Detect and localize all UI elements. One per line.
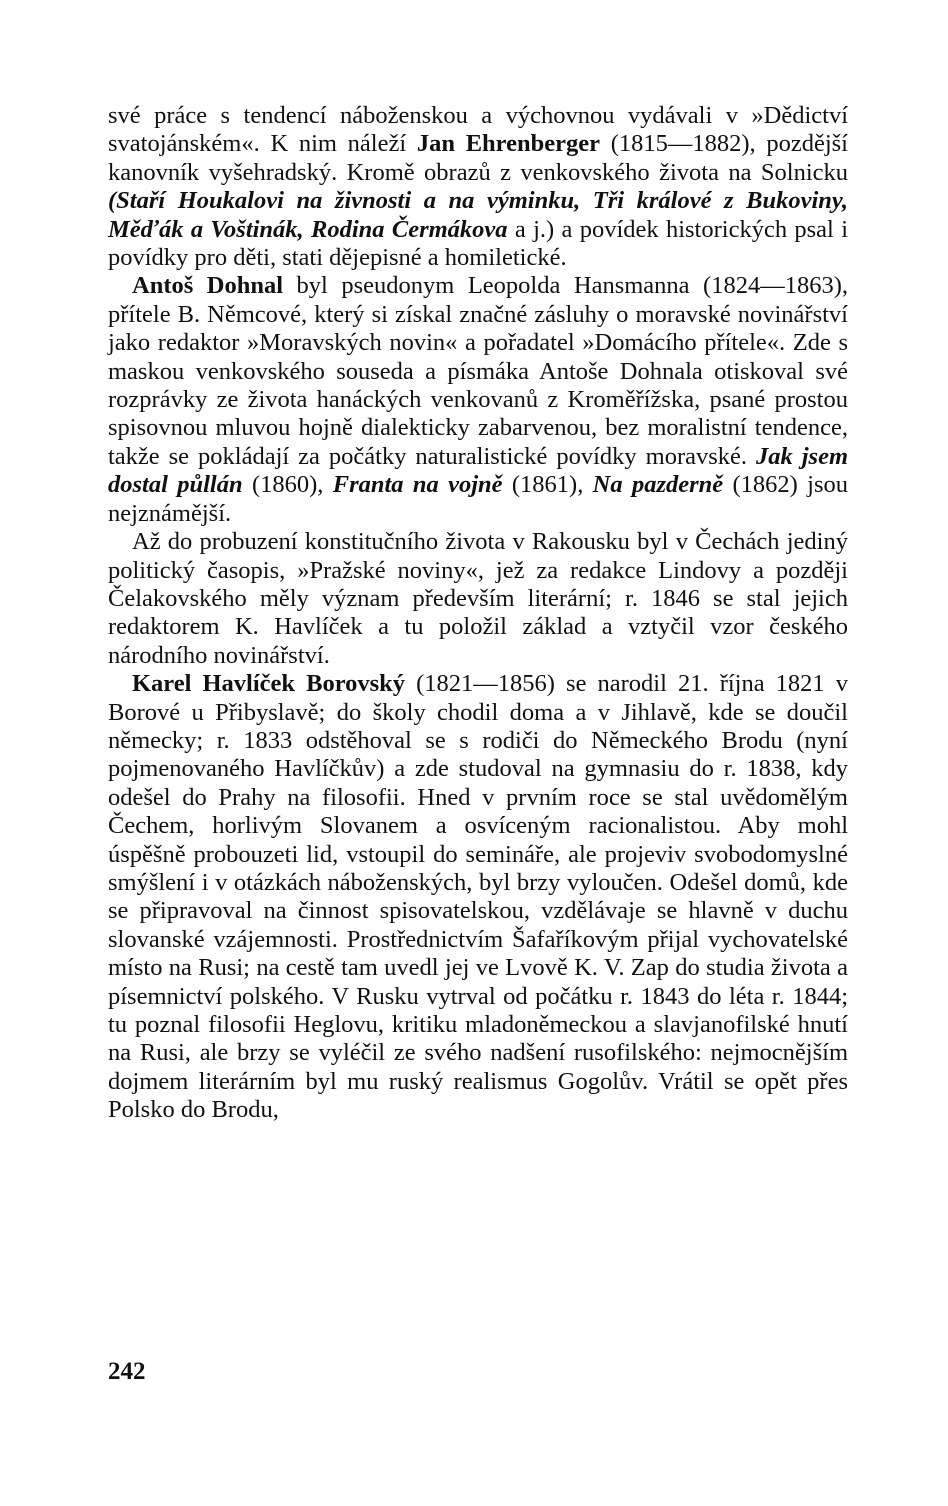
work-title: Jak jsem dostal půllán xyxy=(108,442,848,499)
paragraph-ehrenberger xyxy=(108,102,848,272)
work-titles: (Staří Houkalovi na živnosti a na výminku, Tři králové z Bukoviny, Měďák a Voštinák, Rodina Čermákova xyxy=(108,187,848,243)
work-title: Na pazderně xyxy=(592,471,724,499)
paragraph-havlicek xyxy=(108,670,848,1125)
page-number: 242 xyxy=(108,1358,146,1385)
work-title: Franta na vojně xyxy=(332,471,503,499)
text: (1821—1856) se narodil 21. října 1821 v Borové u Přibyslavě; do školy chodil doma a v Jihlavě, kde se doučil německy; r. 1833 odstěhoval se s rodiči do Německého Brodu (nyní pojmenovaného Havlíčkův) a zde studoval na gymnasiu do r. 1838, kdy odešel do Prahy na filosofii. Hned v prvním roce se stal uvědomělým Čechem, horlivým Slovanem a osvíceným racionalistou. Aby mohl úspěšně probouzeti lid, vstoupil do semináře, ale projeviv svobodomyslné smýšlení i v otázkách náboženských, byl brzy vyloučen. Odešel domů, kde se připravoval na činnost spisovatelskou, vzdělávaje se hlavně v duchu slovanské vzájemnosti. Prostřednictvím Šafaříkovým přijal vychovatelské místo na Rusi; na cestě tam uvedl jej ve Lvově K. V. Zap do studia života a písemnictví polského. V Rusku vytrval od počátku r. 1843 do léta r. 1844; tu poznal filosofii Heglovu, kritiku mladoněmeckou a slavjanofilské hnutí na Rusi, ale brzy se vyléčil ze svého nadšení rusofilského: nejmocnějším dojmem literárním byl mu ruský realismus Gogolův. Vrátil se opět přes Polsko do Brodu, xyxy=(108,670,848,1124)
text: byl pseudonym Leopolda Hansmanna (1824—1863), přítele B. Němcové, který si získal značné zásluhy o moravské novinářství jako redaktor »Moravských novin« a pořadatel »Domácího přítele«. Zde s maskou venkovského souseda a písmáka Antoše Dohnala otiskoval své rozprávky ze života hanáckých venkovanů z Kroměřížska, psané prostou spisovnou mluvou hojně dialekticky zabarvenou, bez moralistní tendence, takže se pokládají za počátky naturalistické povídky moravské. xyxy=(108,272,848,470)
paragraph-dohnal xyxy=(108,272,848,528)
author-name: Karel Havlíček Borovský xyxy=(132,670,406,698)
author-name: Antoš Dohnal xyxy=(132,272,284,300)
text: (1815—1882), pozdější kanovník vyšehradský. Kromě obrazů z venkovského života na Solnicku xyxy=(108,130,848,186)
page-body xyxy=(108,102,848,1125)
text: (1860), xyxy=(242,471,333,499)
text: Až do probuzení konstitučního života v Rakousku byl v Čechách jediný politický časopis, »Pražské noviny«, jež za redakce Lindovy a později Čelakovského měly význam především literární; r. 1846 se stal jejich redaktorem K. Havlíček a tu položil základ a vztyčil vzor českého národního novinářství. xyxy=(108,528,848,669)
author-name: Jan Ehrenberger xyxy=(416,130,600,158)
text: a j.) a povídek historických psal i povídky pro děti, stati dějepisné a homiletické. xyxy=(108,215,848,272)
text: své práce s tendencí náboženskou a výchovnou vydávali v »Dědictví svatojánském«. K nim náleží xyxy=(108,102,848,158)
text: (1862) jsou nejznámější. xyxy=(108,471,848,527)
text: (1861), xyxy=(502,471,593,499)
paragraph-prazske-noviny xyxy=(108,528,848,670)
